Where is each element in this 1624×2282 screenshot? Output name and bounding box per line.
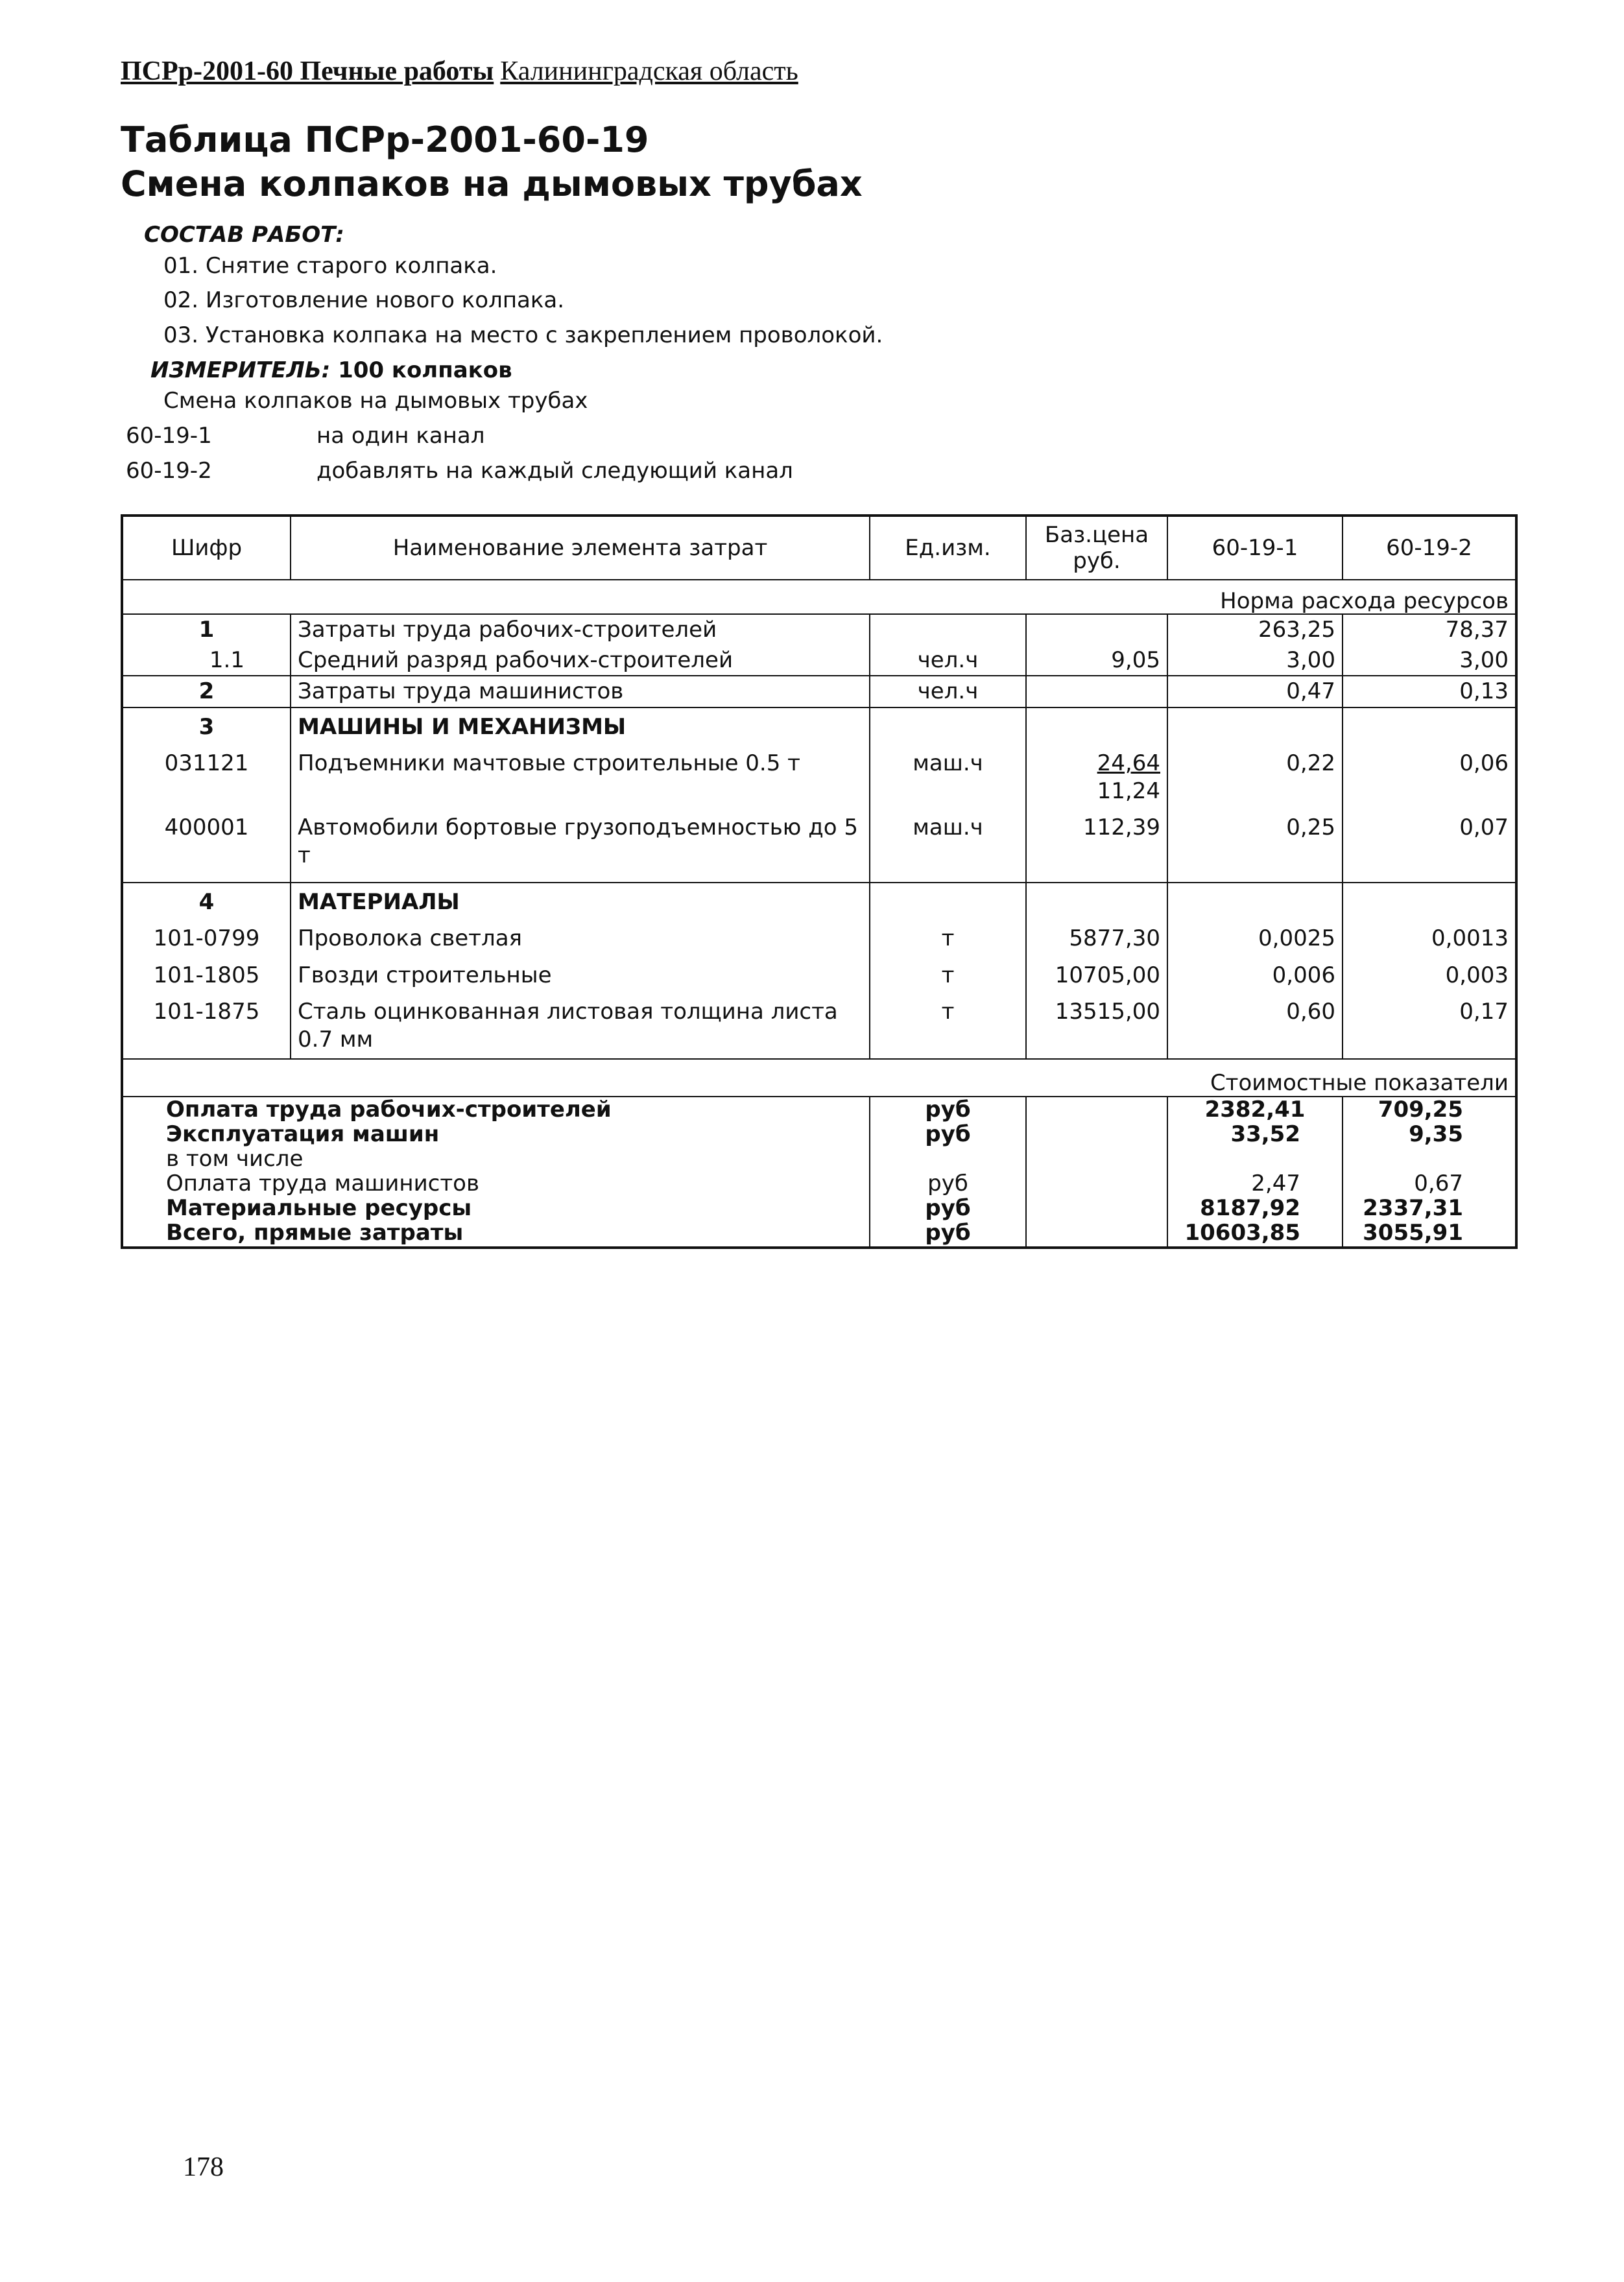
norm-subtitle: Смена колпаков на дымовых трубах [163,388,588,414]
summary-row [122,1171,1516,1196]
summary-name: Оплата труда рабочих-строителей [122,1097,870,1122]
row-value-2: 0,0013 [1431,925,1509,952]
row-price [1026,614,1167,645]
summary-row [122,1196,1516,1220]
row-unit: чел.ч [870,676,1026,707]
summary-name: Оплата труда машинистов [122,1171,870,1196]
row-code: 101-1875 [122,990,291,1059]
work-item: 02. Изготовление нового колпака. [163,287,565,313]
summary-unit: руб [870,1171,1026,1196]
row-name: Затраты труда машинистов [291,676,870,707]
summary-value-2: 709,25 [1378,1096,1463,1123]
row-name: Затраты труда рабочих-строителей [291,614,870,645]
row-code: 101-1805 [122,954,291,991]
table-header-row [122,516,1516,580]
table-subtitle: Смена колпаков на дымовых трубах [121,163,863,204]
summary-value-2: 0,67 [1414,1170,1463,1196]
row-price: 10705,00 [1026,954,1167,991]
row-name: Подъемники мачтовые строительные 0.5 т [291,742,870,806]
work-item: 01. Снятие старого колпака. [163,253,497,279]
summary-row [122,1122,1516,1147]
table-row [122,676,1516,707]
row-name: Автомобили бортовые грузоподъемностью до 5 т [291,806,870,883]
group-name: МАШИНЫ И МЕХАНИЗМЫ [291,707,870,743]
summary-unit: руб [870,1122,1026,1147]
row-value-1: 0,006 [1167,954,1343,991]
summary-value-1: 33,52 [1167,1122,1343,1147]
section-label: Норма расхода ресурсов [122,580,1516,614]
row-unit: т [870,954,1026,991]
col-header-norm1: 60-19-1 [1167,516,1343,580]
measure-line [150,357,512,383]
row-code: 031121 [122,742,291,806]
group-code: 3 [122,707,291,743]
row-value-1: 0,25 [1167,806,1343,883]
row-unit: маш.ч [870,742,1026,806]
table-row [122,917,1516,954]
summary-name: Эксплуатация машин [122,1122,870,1147]
row-value-2: 0,17 [1459,999,1509,1025]
summary-value-1: 8187,92 [1167,1196,1343,1220]
measure-value: 100 колпаков [338,357,512,383]
row-unit: т [870,917,1026,954]
table-row [122,645,1516,676]
summary-value-1: 2,47 [1167,1171,1343,1196]
row-value-1: 0,22 [1167,742,1343,806]
row-code: 1 [122,614,291,645]
row-value-2: 0,13 [1343,676,1516,707]
row-name: Проволока светлая [291,917,870,954]
summary-value-1: 2382,41 [1167,1097,1343,1122]
col-header-name: Наименование элемента затрат [291,516,870,580]
price-value-secondary: 11,24 [1097,778,1160,804]
col-header-code: Шифр [122,516,291,580]
price-value: 24,64 [1097,750,1160,777]
summary-row [122,1097,1516,1122]
row-unit: маш.ч [870,806,1026,883]
table-row [122,742,1516,806]
col-header-norm2: 60-19-2 [1343,516,1516,580]
group-row [122,883,1516,918]
row-value-1: 263,25 [1167,614,1343,645]
row-price [1026,742,1167,806]
row-unit: чел.ч [870,645,1026,676]
row-code: 1.1 [122,645,291,676]
section-row [122,580,1516,614]
row-value-1: 0,0025 [1167,917,1343,954]
page-number: 178 [183,2152,224,2182]
row-code: 101-0799 [122,917,291,954]
row-name: Гвозди строительные [291,954,870,991]
table-row [122,806,1516,883]
row-price: 13515,00 [1026,990,1167,1059]
summary-value-1: 10603,85 [1167,1220,1343,1248]
row-value-1: 3,00 [1167,645,1343,676]
section-label: Стоимостные показатели [122,1059,1516,1096]
table-row [122,990,1516,1059]
resource-table [121,514,1518,1249]
header-title: ПСРр-2001-60 Печные работы [121,56,494,86]
table-title: Таблица ПСРр-2001-60-19 [121,119,649,160]
summary-value-2: 3055,91 [1363,1219,1463,1246]
work-composition-label: СОСТАВ РАБОТ: [144,222,344,248]
summary-unit: руб [870,1097,1026,1122]
col-header-price: Баз.цена руб. [1026,516,1167,580]
row-value-2: 0,003 [1445,962,1509,988]
summary-row [122,1220,1516,1248]
norm-code: 60-19-1 [126,423,212,449]
table-row [122,614,1516,645]
norm-code: 60-19-2 [126,458,212,484]
row-name: Сталь оцинкованная листовая толщина листа 0.7 мм [291,990,870,1059]
group-name: МАТЕРИАЛЫ [291,883,870,918]
row-value-2: 3,00 [1459,647,1509,673]
row-name: Средний разряд рабочих-строителей [291,645,870,676]
row-value-2: 78,37 [1445,617,1509,643]
summary-row [122,1147,1516,1171]
row-code: 400001 [122,806,291,883]
section-row [122,1059,1516,1096]
summary-name: в том числе [122,1147,870,1171]
summary-value-2: 9,35 [1409,1121,1463,1147]
summary-name: Всего, прямые затраты [122,1220,870,1248]
summary-unit: руб [870,1196,1026,1220]
row-value-1: 0,60 [1167,990,1343,1059]
col-header-unit: Ед.изм. [870,516,1026,580]
summary-name: Материальные ресурсы [122,1196,870,1220]
table-row [122,954,1516,991]
row-value-2: 0,06 [1459,750,1509,777]
row-price: 112,39 [1026,806,1167,883]
row-value-1: 0,47 [1167,676,1343,707]
row-unit [870,614,1026,645]
summary-value-2: 2337,31 [1363,1194,1463,1221]
row-price: 9,05 [1026,645,1167,676]
norm-description: добавлять на каждый следующий канал [316,458,793,484]
group-row [122,707,1516,743]
row-unit: т [870,990,1026,1059]
row-value-2: 0,07 [1459,814,1509,841]
row-price: 5877,30 [1026,917,1167,954]
header-region: Калининградская область [500,56,798,86]
work-item: 03. Установка колпака на место с закреплением проволокой. [163,322,883,348]
group-code: 4 [122,883,291,918]
norm-description: на один канал [316,423,485,449]
summary-unit: руб [870,1220,1026,1248]
row-code: 2 [122,676,291,707]
row-price [1026,676,1167,707]
measure-label: ИЗМЕРИТЕЛЬ: [150,357,331,383]
running-header [121,56,798,87]
